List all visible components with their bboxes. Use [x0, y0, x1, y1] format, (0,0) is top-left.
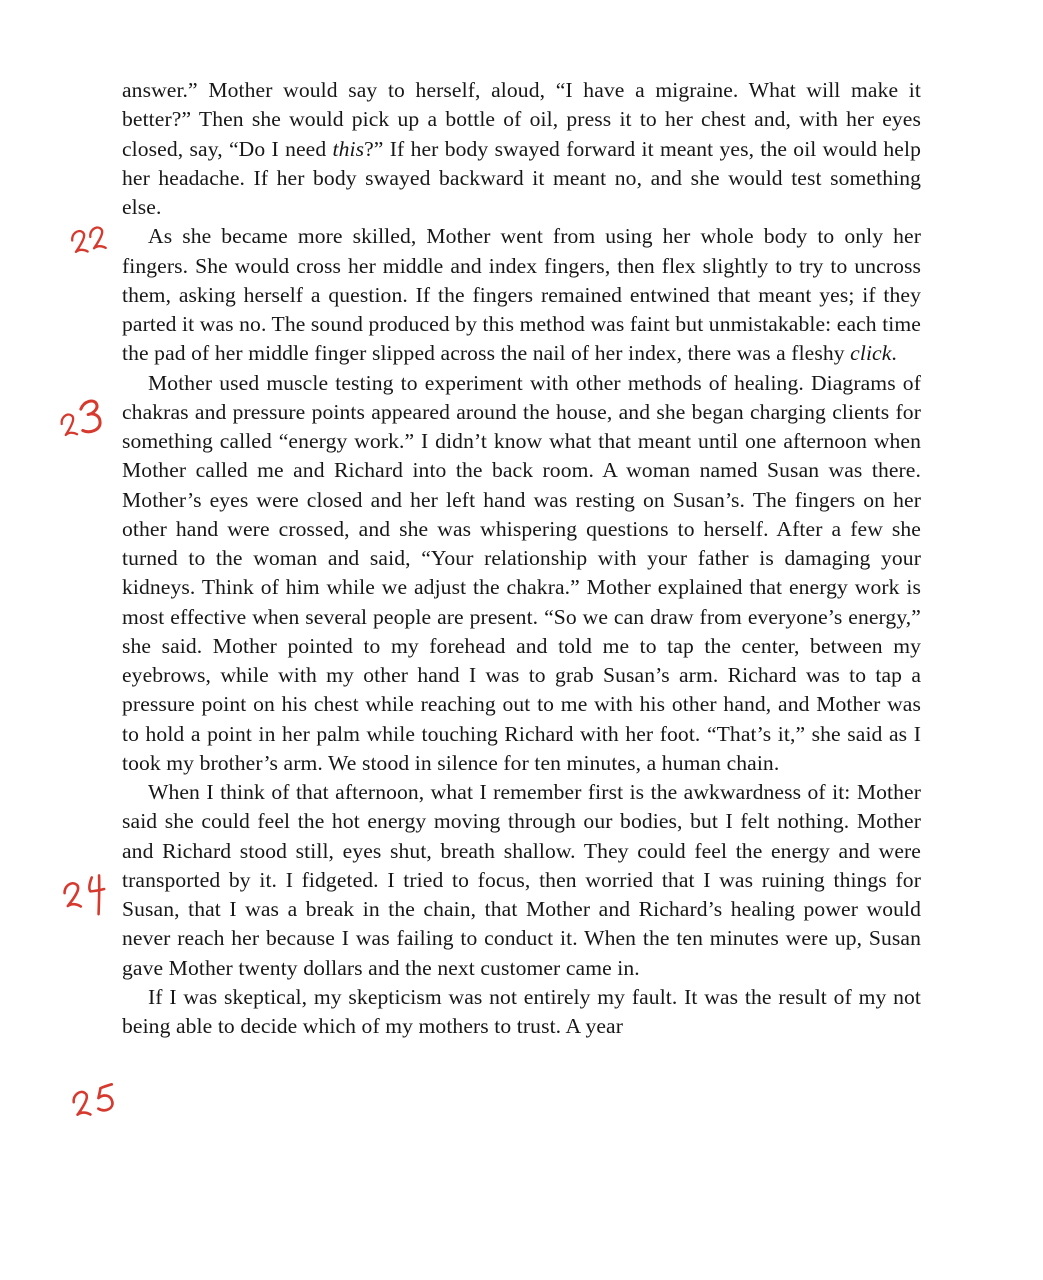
margin-number-23 [55, 395, 113, 448]
paragraph-5 [122, 983, 921, 1042]
body-text: answer.” Mother would say to herself, aloud, “I have a migraine. What will make it better?” Then she would pick up a bottle of oil, press it to her chest and, with her eyes closed, say, “Do I need [122, 78, 921, 161]
body-text: When I think of that afternoon, what I remember first is the awkwardness of it: Mother said she could feel the hot energy moving through our bodies, but I felt nothing. Mother and Richard stood still, eyes shut, breath shallow. They could feel the energy and were transported by it. I fidgeted. I tried to focus, then worried that I was ruining things for Susan, that I was a break in the chain, that Mother and Richard’s healing power would never reach her because I was failing to conduct it. When the ten minutes were up, Susan gave Mother twenty dollars and the next customer came in. [122, 780, 921, 980]
body-text: As she became more skilled, Mother went from using her whole body to only her fingers. She would cross her middle and index fingers, then flex slightly to try to uncross them, asking herself a question. If the fingers remained entwined that meant yes; if they parted it was no. The sound produced by this method was faint but unmistakable: each time the pad of her middle finger slipped across the nail of her index, there was a fleshy [122, 224, 921, 366]
body-text: . [891, 341, 897, 366]
text-column [122, 76, 921, 1041]
margin-number-label [63, 925, 64, 926]
body-text: Mother used muscle testing to experiment with other methods of healing. Diagrams of chakras and pressure points appeared around the house, and she began charging clients for something called “energy work.” I didn’t know what that meant until one afternoon when Mother called me and Richard into the back room. A woman named Susan was there. Mother’s eyes were closed and her left hand was resting on Susan’s. The fingers on her other hand were crossed, and she was whispering questions to herself. After a few she turned to the woman and said, “Your relationship with your father is damaging your kidneys. Think of him while we adjust the chakra.” Mother explained that energy work is most effective when several people are present. “So we can draw from everyone’s energy,” she said. Mother pointed to my forehead and told me to tap the center, between my eyebrows, while with my other hand I was to grab Susan’s arm. Richard was to tap a pressure point on his chest while reaching out to me with his other hand, and Mother was to hold a point in her palm while touching Richard with her foot. “That’s it,” she said as I took my brother’s arm. We stood in silence for ten minutes, a human chain. [122, 370, 921, 775]
paragraph-2 [122, 222, 921, 368]
margin-number-label [61, 447, 62, 448]
handwritten-number-icon [68, 1080, 122, 1128]
body-text: ?” If her body swayed forward it meant yes, the oil would help her headache. If her body swayed backward it meant no, and she would test something else. [122, 136, 921, 219]
paragraph-4 [122, 778, 921, 983]
margin-number-label [72, 1128, 73, 1129]
margin-number-22 [64, 220, 116, 265]
paragraph-3 [122, 369, 921, 779]
italic-text: click [850, 341, 892, 366]
handwritten-number-icon [64, 220, 116, 265]
margin-number-24 [61, 871, 111, 925]
margin-number-25 [68, 1080, 122, 1128]
body-text: If I was skeptical, my skepticism was not entirely my fault. It was the result of my not being able to decide which of my mothers to trust. A year [122, 984, 921, 1038]
handwritten-number-icon [61, 871, 111, 925]
paragraph-1 [122, 76, 921, 222]
handwritten-number-icon [55, 395, 113, 448]
italic-text: this [332, 136, 365, 161]
margin-number-label [68, 264, 69, 265]
